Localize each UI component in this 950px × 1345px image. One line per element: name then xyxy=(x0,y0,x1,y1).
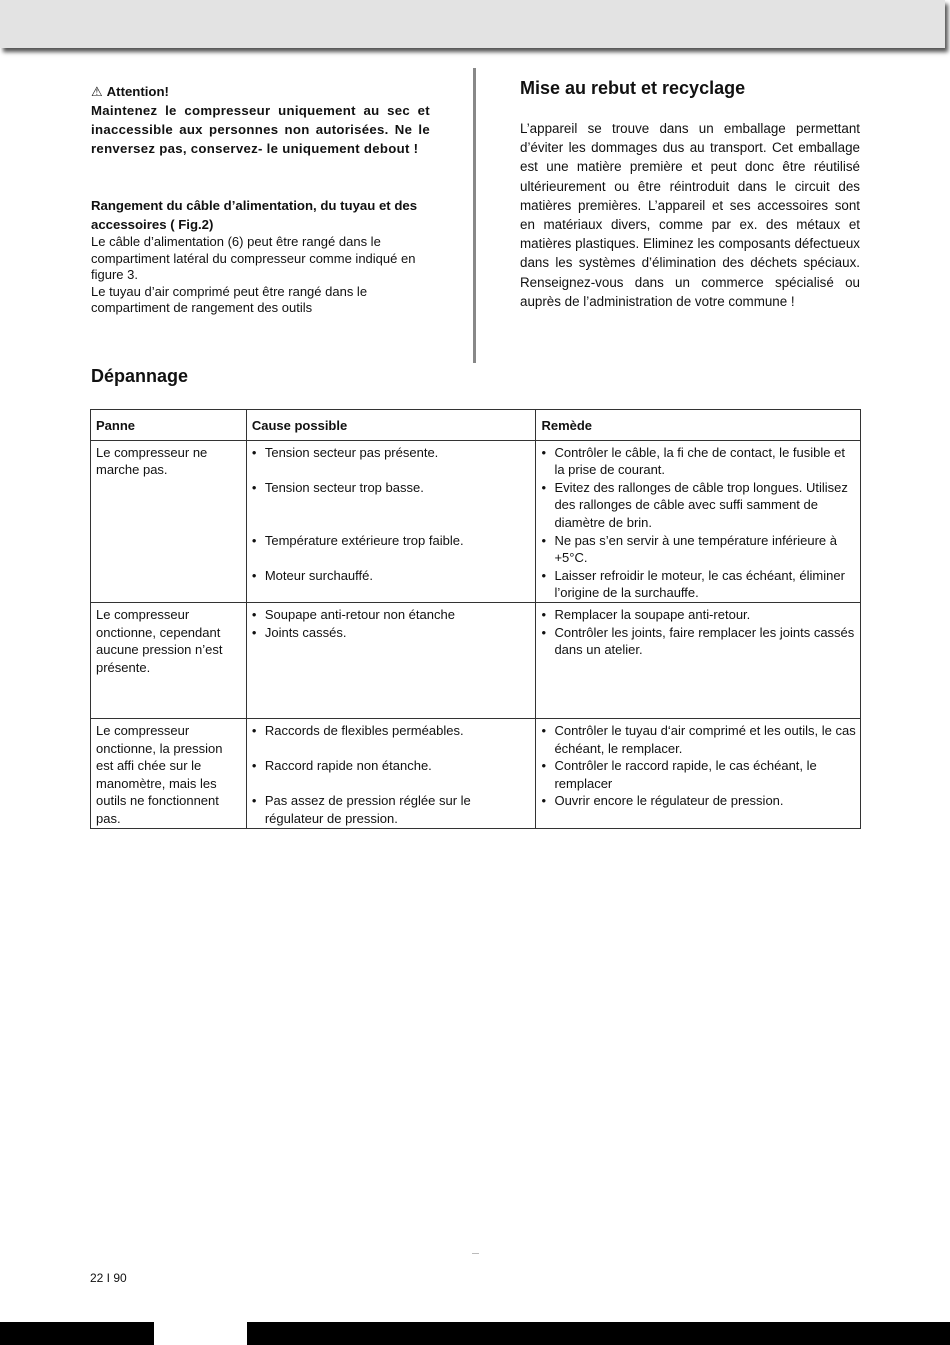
list-item: • Joints cassés. xyxy=(252,624,532,642)
troubleshooting-title: Dépannage xyxy=(91,366,189,386)
list-item: • Raccords de flexibles perméables. xyxy=(252,722,532,740)
cause-cell xyxy=(246,718,536,828)
list-item: • Contrôler le raccord rapide, le cas échéant, le remplacer xyxy=(541,757,856,792)
list-item: • Evitez des rallonges de câble trop longues. Utilisez des rallonges de câble avec suffi samment de diamètre de brin. xyxy=(541,479,856,532)
recycling-text: L’appareil se trouve dans un emballage permettant d’éviter les dommages dus au transport. Cet emballage est une matière première et peut donc être réutilisé ultérieurement ou être réintroduit dans le circuit des matières premières. L’appareil et ses accessoires sont en matériaux divers, comme par ex. des métaux et matières plastiques. Eliminez les composants défectueux dans les systèmes d’élimination des déchets spéciaux. Renseignez-vous dans un commerce spécialisé ou auprès de l’administration de votre commune ! xyxy=(520,121,860,309)
list-item: • Moteur surchauffé. xyxy=(252,567,532,585)
list-item: • Tension secteur trop basse. xyxy=(252,479,532,497)
cable-storage-text-1: Le câble d’alimentation (6) peut être rangé dans le compartiment latéral du compresseur comme indiqué en figure 3. xyxy=(91,234,416,282)
list-item: • Ouvrir encore le régulateur de pression. xyxy=(541,792,856,810)
cable-storage-text-2: Le tuyau d’air comprimé peut être rangé dans le compartiment de rangement des outils xyxy=(91,283,368,315)
panne-cell: Le compresseur onctionne, cependant aucune pression n’est présente. xyxy=(91,602,247,718)
cause-cell xyxy=(246,440,536,602)
list-item: • Contrôler le tuyau d‘air comprimé et les outils, le cas échéant, le remplacer. xyxy=(541,722,856,757)
table-row xyxy=(91,718,861,828)
list-item: • Contrôler le câble, la fi che de contact, le fusible et la prise de courant. xyxy=(541,444,856,479)
list-item: • Température extérieure trop faible. xyxy=(252,532,532,550)
recycling-title: Mise au rebut et recyclage xyxy=(520,78,746,98)
remede-cell xyxy=(536,718,861,828)
list-item: • Ne pas s’en servir à une température inférieure à +5°C. xyxy=(541,532,856,567)
page-number: 22 I 90 xyxy=(90,1271,127,1285)
attention-text: Maintenez le compresseur uniquement au sec et inaccessible aux personnes non autorisées. Ne le renversez pas, conservez- le uniquement debout ! xyxy=(91,103,430,156)
list-item: • Soupape anti-retour non étanche xyxy=(252,606,532,624)
table-row xyxy=(91,602,861,718)
table-header-row xyxy=(91,410,861,441)
footer-bar xyxy=(0,1322,950,1345)
header-remede: Remède xyxy=(536,410,861,441)
list-item: • Laisser refroidir le moteur, le cas échéant, éliminer l’origine de la surchauffe. xyxy=(541,567,856,602)
left-column xyxy=(91,82,430,317)
column-divider xyxy=(473,68,476,363)
troubleshooting-table xyxy=(90,409,861,829)
list-item: • Tension secteur pas présente. xyxy=(252,444,532,462)
remede-cell xyxy=(536,440,861,602)
table-row xyxy=(91,440,861,602)
list-item: • Raccord rapide non étanche. xyxy=(252,757,532,775)
warning-triangle-icon: ⚠ xyxy=(91,84,103,99)
cause-cell xyxy=(246,602,536,718)
header-cause: Cause possible xyxy=(246,410,536,441)
footer-bar-gap xyxy=(154,1322,247,1345)
list-item: • Contrôler les joints, faire remplacer les joints cassés dans un atelier. xyxy=(541,624,856,659)
right-column xyxy=(520,78,860,311)
remede-cell xyxy=(536,602,861,718)
divider-mark xyxy=(472,1253,479,1254)
cable-storage-title: Rangement du câble d’alimentation, du tuyau et des accessoires ( Fig.2) xyxy=(91,198,418,232)
header-bar xyxy=(0,0,945,48)
panne-cell: Le compresseur onctionne, la pression est affi chée sur le manomètre, mais les outils ne fonctionnent pas. xyxy=(91,718,247,828)
panne-cell: Le compresseur ne marche pas. xyxy=(91,440,247,602)
attention-heading xyxy=(91,82,430,101)
list-item: • Remplacer la soupape anti-retour. xyxy=(541,606,856,624)
header-panne: Panne xyxy=(91,410,247,441)
attention-title: Attention! xyxy=(106,84,169,99)
list-item: • Pas assez de pression réglée sur le régulateur de pression. xyxy=(252,792,532,827)
